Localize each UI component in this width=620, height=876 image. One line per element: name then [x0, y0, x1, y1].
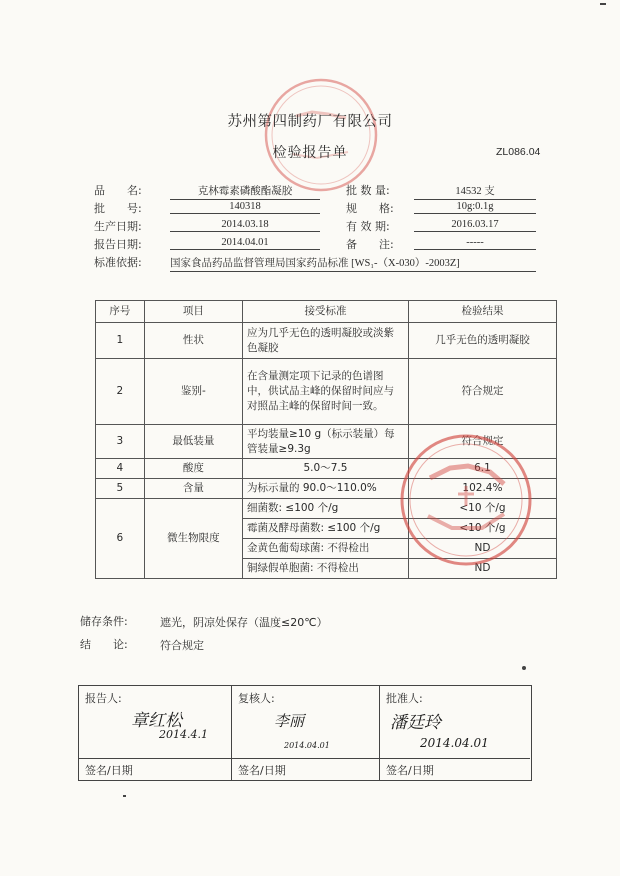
approver-cell	[379, 686, 530, 780]
approver-role-label: 批准人:	[386, 692, 423, 705]
row-standard: 细菌数: ≤100 个/g	[243, 499, 409, 519]
approver-signature: 潘廷玲	[390, 713, 441, 733]
row-result: 102.4%	[408, 479, 556, 499]
row-result: 几乎无色的透明凝胶	[408, 323, 556, 359]
reviewer-signature: 李丽	[274, 712, 305, 730]
batch-qty-label: 批 数 量:	[346, 184, 390, 197]
expiry-value: 2016.03.17	[414, 219, 536, 232]
expiry-label: 有 效 期:	[346, 220, 390, 233]
remark-value: -----	[414, 237, 536, 250]
row-item: 微生物限度	[144, 499, 242, 579]
qa-seal-stamp	[398, 432, 534, 568]
batch-qty-value: 14532 支	[414, 183, 536, 200]
row-result: 符合规定	[408, 425, 556, 459]
col-header-standard: 接受标准	[243, 301, 409, 323]
prod-date-label: 生产日期:	[94, 220, 142, 233]
row-item: 性状	[144, 323, 242, 359]
col-header-result: 检验结果	[408, 301, 556, 323]
row-standard: 在含量测定项下记录的色谱图中，供试品主峰的保留时间应与对照品主峰的保留时间一致。	[243, 359, 409, 425]
row-result: 符合规定	[408, 359, 556, 425]
reporter-sign-label: 签名/日期	[79, 758, 231, 781]
approver-sign-label: 签名/日期	[380, 758, 530, 781]
report-date-label: 报告日期:	[94, 238, 142, 251]
scan-speck	[123, 795, 126, 797]
row-standard: 金黄色葡萄球菌: 不得检出	[243, 539, 409, 559]
row-result: ND	[408, 539, 556, 559]
spec-value: 10g:0.1g	[414, 201, 536, 214]
reviewer-date: 2014.04.01	[284, 741, 330, 750]
reviewer-cell	[231, 686, 380, 780]
product-name-label: 品 名:	[94, 184, 142, 197]
storage-label: 储存条件:	[80, 615, 128, 628]
row-no: 1	[96, 323, 145, 359]
row-item: 鉴别-	[144, 359, 242, 425]
standard-value: 国家食品药品监督管理局国家药品标准 [WS₁-（X-030）-2003Z]	[170, 255, 536, 272]
table-header-row	[96, 301, 557, 323]
row-result: 6.1	[408, 459, 556, 479]
reporter-signature: 章红松	[131, 711, 182, 731]
row-item: 最低装量	[144, 425, 242, 459]
reporter-date: 2014.4.1	[159, 728, 208, 741]
row-no: 6	[96, 499, 145, 579]
product-name-value: 克林霉素磷酸酯凝胶	[170, 183, 320, 200]
document-number: ZL086.04	[496, 146, 541, 158]
prod-date-value: 2014.03.18	[170, 219, 320, 232]
col-header-item: 项目	[144, 301, 242, 323]
company-seal-stamp	[262, 76, 380, 194]
reviewer-role-label: 复核人:	[238, 692, 275, 705]
row-result: <10 个/g	[408, 519, 556, 539]
batch-no-label: 批 号:	[94, 202, 142, 215]
company-name: 苏州第四制药厂有限公司	[227, 114, 393, 130]
document-title: 检验报告单	[272, 145, 348, 161]
report-date-value: 2014.04.01	[170, 237, 320, 250]
col-header-no: 序号	[96, 301, 145, 323]
storage-value: 遮光，阴凉处保存（温度≤20℃）	[160, 616, 328, 629]
scan-speck	[522, 666, 526, 670]
scan-speck	[600, 3, 606, 5]
reviewer-sign-label: 签名/日期	[232, 758, 380, 781]
table-row	[96, 359, 557, 425]
row-standard: 为标示量的 90.0～110.0%	[243, 479, 409, 499]
row-item: 含量	[144, 479, 242, 499]
standard-label: 标准依据:	[94, 256, 142, 269]
spec-label: 规 格:	[346, 202, 394, 215]
row-result: <10 个/g	[408, 499, 556, 519]
row-no: 5	[96, 479, 145, 499]
row-no: 3	[96, 425, 145, 459]
row-standard: 应为几乎无色的透明凝胶或淡紫色凝胶	[243, 323, 409, 359]
reporter-cell	[79, 686, 231, 780]
row-standard: 5.0～7.5	[243, 459, 409, 479]
remark-label: 备 注:	[346, 238, 394, 251]
row-standard: 霉菌及酵母菌数: ≤100 个/g	[243, 519, 409, 539]
batch-no-value: 140318	[170, 201, 320, 214]
row-standard: 铜绿假单胞菌: 不得检出	[243, 559, 409, 579]
conclusion-label: 结 论:	[80, 638, 128, 651]
row-no: 2	[96, 359, 145, 425]
row-no: 4	[96, 459, 145, 479]
table-row	[96, 323, 557, 359]
conclusion-value: 符合规定	[160, 639, 204, 652]
approver-date: 2014.04.01	[420, 736, 489, 750]
row-result: ND	[408, 559, 556, 579]
reporter-role-label: 报告人:	[85, 692, 122, 705]
row-standard: 平均装量≥10 g（标示装量）每管装量≥9.3g	[243, 425, 409, 459]
row-item: 酸度	[144, 459, 242, 479]
signature-box	[78, 685, 532, 781]
